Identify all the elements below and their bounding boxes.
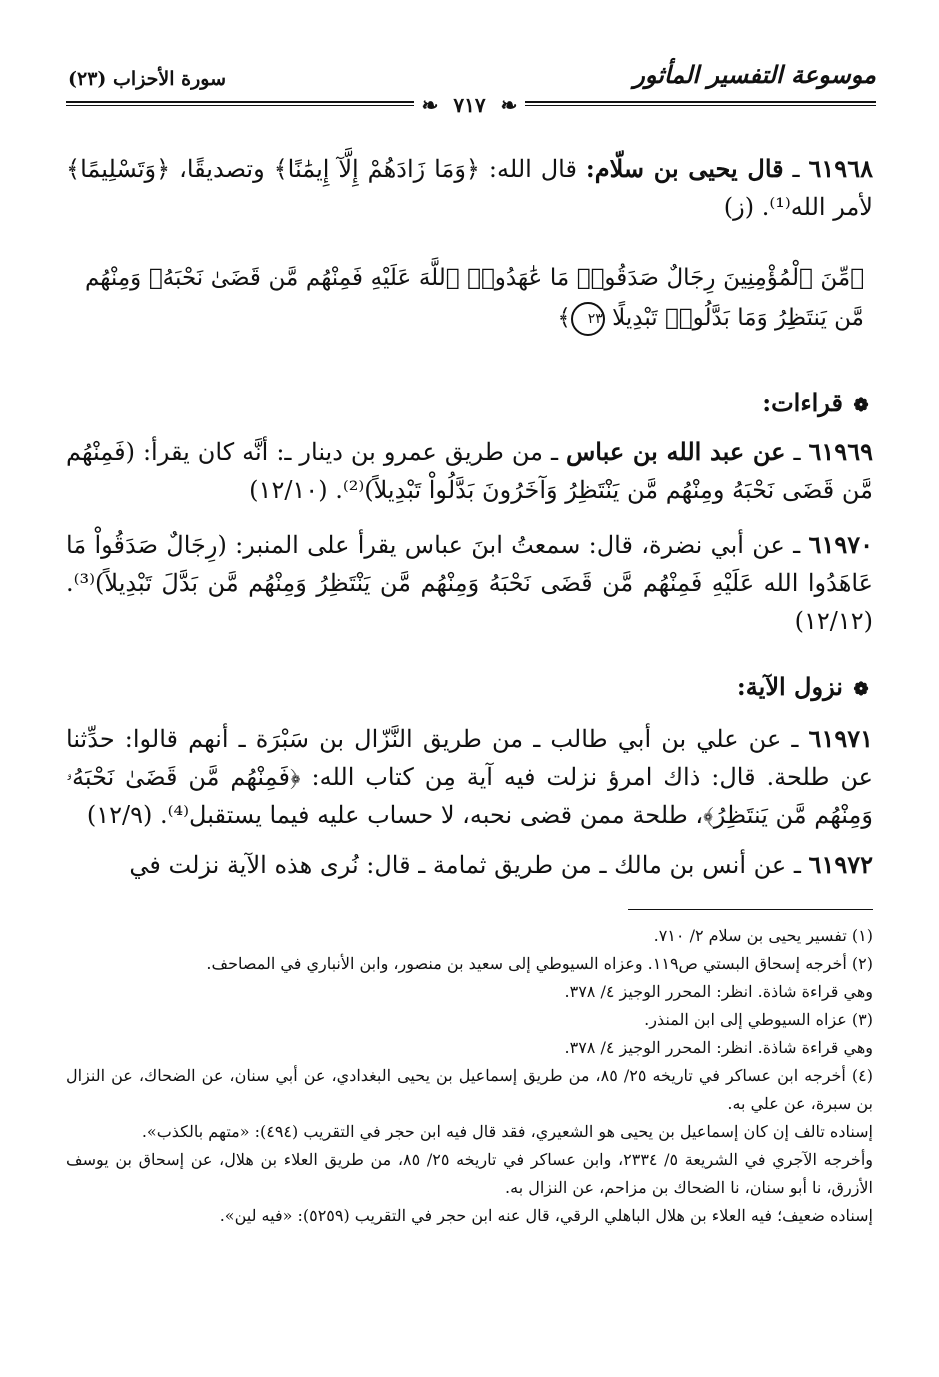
section-title: قراءات: xyxy=(762,388,843,417)
footnote: (٢) أخرجه إسحاق البستي ص١١٩. وعزاه السيوطي إلى سعيد بن منصور، وابن الأنباري في المصاحف. xyxy=(206,954,873,973)
entry-61968: ٦١٩٦٨ ـ قال يحيى بن سلّام: قال الله: ﴿وَمَا زَادَهُمْ إِلَّآ إِيمَٰنًا﴾ وتصديقًا، ﴿وَتَسْلِيمًا﴾ لأمر الله⁽¹⁾. (ز) xyxy=(66,154,873,221)
page-number-box: ❧ ٧١٧ ❧ xyxy=(0,93,939,117)
entry-text: ـ عن علي بن أبي طالب ـ من طريق النَّزّال بن سَبْرَة ـ أنهم قالوا: حدِّثنا عن طلحة. قال: ذاك امرؤ نزلت فيه آية مِن كتاب الله: ﴿فَمِنْهُم مَّن قَضَىٰ نَحْبَهُۥ وَمِنْهُم مَّن يَنتَظِرُ﴾، طلحة ممن قضى نحبه، لا حساب عليه فيما يستقبل⁽⁴⁾. (١٢/٩) xyxy=(66,725,873,829)
footnote: وأخرجه الآجري في الشريعة ٥/ ٢٣٣٤، وابن عساكر في تاريخه ٢٥/ ٨٥، من طريق العلاء بن هلال، عن إسحاق بن يوسف الأزرق، نا أبو سنان، نا الضحاك بن مزاحم، عن النزال به. xyxy=(66,1150,873,1197)
entry-author: قال يحيى بن سلّام: xyxy=(585,154,784,183)
footnote: (٣) عزاه السيوطي إلى ابن المنذر. xyxy=(644,1010,873,1029)
entry-text: قال الله: ﴿وَمَا زَادَهُمْ إِلَّآ إِيمَٰنًا﴾ وتصديقًا، ﴿وَتَسْلِيمًا﴾ لأمر الله⁽¹⁾. (ز) xyxy=(66,155,873,221)
entry-number: ٦١٩٧٠ xyxy=(808,530,873,559)
section-heading-nuzul xyxy=(737,672,871,701)
flower-icon: ❁ xyxy=(853,395,869,416)
ayah-number: ٢٣ xyxy=(571,302,605,336)
footnote-rule xyxy=(628,909,873,910)
entry-number: ٦١٩٧٢ xyxy=(808,850,873,879)
footnote: وهي قراءة شاذة. انظر: المحرر الوجيز ٤/ ٣٧٨. xyxy=(564,1038,873,1057)
section-heading-qiraat xyxy=(762,388,871,417)
entry-text: ـ من طريق عمرو بن دينار ـ: أنَّه كان يقرأ: (فَمِنْهُم مَّن قَضَى نَحْبَهُ ومِنْهُم مَّن يَنْتَظِرُ وَآخَرُونَ بَدَّلُواْ تَبْدِيلاً)⁽²⁾. (١٢/١٠) xyxy=(66,438,873,504)
section-title: نزول الآية: xyxy=(736,672,843,701)
book-title: موسوعة التفسير المأثور xyxy=(633,60,876,89)
footnote: (٤) أخرجه ابن عساكر في تاريخه ٢٥/ ٨٥، من طريق إسماعيل بن يحيى البغدادي، عن أبي سنان، عن الضحاك، عن النزال بن سبرة، عن علي به. xyxy=(66,1066,873,1113)
entry-61969: ٦١٩٦٩ ـ عن عبد الله بن عباس ـ من طريق عمرو بن دينار ـ: أنَّه كان يقرأ: (فَمِنْهُم مَّن قَضَى نَحْبَهُ ومِنْهُم مَّن يَنْتَظِرُ وَآخَرُونَ بَدَّلُواْ تَبْدِيلاً)⁽²⁾. (١٢/١٠) xyxy=(66,437,873,504)
entry-61972 xyxy=(66,846,873,884)
entry-author: عن عبد الله بن عباس xyxy=(566,437,786,466)
verse-text: ﴿مِّنَ ٱلْمُؤْمِنِينَ رِجَالٌ صَدَقُوا۟ مَا عَٰهَدُوا۟ ٱللَّهَ عَلَيْهِ فَمِنْهُم مَّن قَضَىٰ نَحْبَهُۥ وَمِنْهُم مَّن يَنتَظِرُ وَمَا بَدَّلُوا۟ تَبْدِيلًا xyxy=(85,265,864,331)
footnote: (١) تفسير يحيى بن سلام ٢/ ٧١٠. xyxy=(653,926,873,945)
entry-61970 xyxy=(66,526,873,640)
flower-icon: ❁ xyxy=(853,679,869,700)
footnotes xyxy=(66,922,873,1230)
entry-61971 xyxy=(66,720,873,834)
entry-text: ـ عن أنس بن مالك ـ من طريق ثمامة ـ قال: نُرى هذه الآية نزلت في xyxy=(129,851,801,879)
entry-number: ٦١٩٧١ xyxy=(808,724,873,753)
footnote: إسناده ضعيف؛ فيه العلاء بن هلال الباهلي الرقي، قال عنه ابن حجر في التقريب (٥٢٥٩): «فيه لين». xyxy=(219,1206,873,1225)
entry-number: ٦١٩٦٩ xyxy=(808,437,873,466)
surah-title: سورة الأحزاب (٢٣) xyxy=(68,68,227,90)
footnote: إسناده تالف إن كان إسماعيل بن يحيى هو الشعيري، فقد قال فيه ابن حجر في التقريب (٤٩٤): «متهم بالكذب». xyxy=(141,1122,873,1141)
footnote: وهي قراءة شاذة. انظر: المحرر الوجيز ٤/ ٣٧٨. xyxy=(564,982,873,1001)
quran-verse: ﴿مِّنَ ٱلْمُؤْمِنِينَ رِجَالٌ صَدَقُوا۟ مَا عَٰهَدُوا۟ ٱللَّهَ عَلَيْهِ فَمِنْهُم مَّن قَضَىٰ نَحْبَهُۥ وَمِنْهُم مَّن يَنتَظِرُ وَمَا بَدَّلُوا۟ تَبْدِيلًا ٢٣﴾ xyxy=(85,258,864,338)
entry-number: ٦١٩٦٨ xyxy=(808,154,873,183)
page-number: ٧١٧ xyxy=(445,93,493,117)
entry-text: ـ عن أبي نضرة، قال: سمعتُ ابنَ عباس يقرأ على المنبر: (رِجَالٌ صَدَقُواْ مَا عَاهَدُوا الله عَلَيْهِ فَمِنْهُم مَّن قَضَى نَحْبَهُ وَمِنْهُم مَّن يَنْتَظِرُ وَمِنْهُم مَّن بَدَّلَ تَبْدِيلاً)⁽³⁾. (١٢/١٢) xyxy=(66,531,873,635)
